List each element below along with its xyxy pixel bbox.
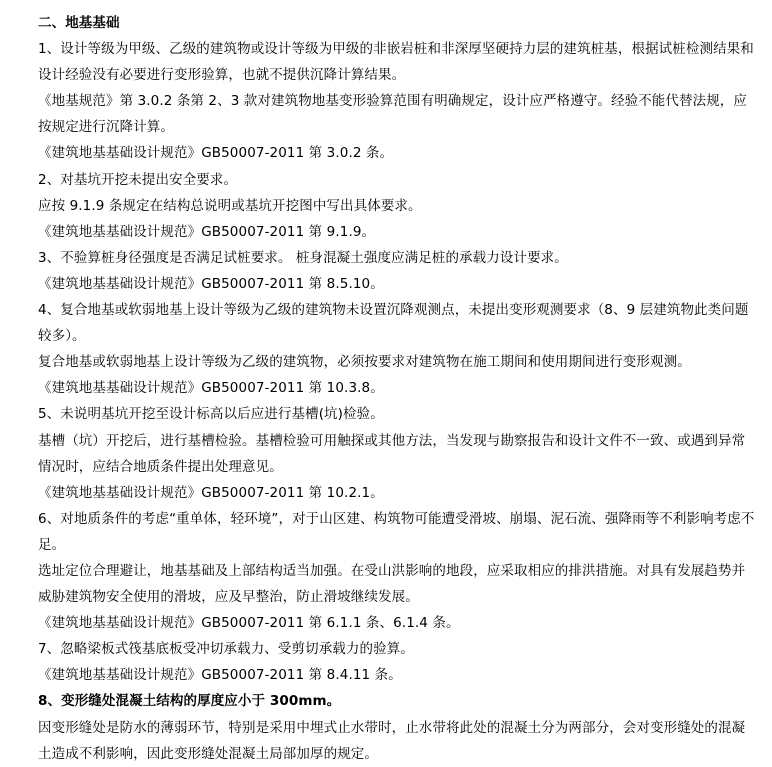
paragraph: 1、设计等级为甲级、乙级的建筑物或设计等级为甲级的非嵌岩桩和非深厚坚硬持力层的建筑桩基，根据试桩检测结果和设计经验没有必要进行变形验算，也就不提供沉降计算结果。: [38, 41, 754, 84]
paragraph: 4、复合地基或软弱地基上设计等级为乙级的建筑物未设置沉降观测点，未提出变形观测要求（8、9 层建筑物此类问题较多）。: [38, 302, 749, 345]
paragraph: 《地基规范》第 3.0.2 条第 2、3 款对建筑物地基变形验算范围有明确规定，设计应严格遵守。经验不能代替法规，应按规定进行沉降计算。: [38, 93, 747, 136]
paragraph: 《建筑地基基础设计规范》GB50007-2011 第 8.4.11 条。: [38, 667, 402, 684]
paragraph: 《建筑地基基础设计规范》GB50007-2011 第 10.2.1。: [38, 484, 384, 501]
paragraph: 选址定位合理避让，地基基础及上部结构适当加强。在受山洪影响的地段，应采取相应的排洪措施。对具有发展趋势并威胁建筑物安全使用的滑坡，应及早整治，防止滑坡继续发展。: [38, 562, 746, 606]
paragraph: 《建筑地基基础设计规范》GB50007-2011 第 6.1.1 条、6.1.4 条。: [38, 615, 460, 632]
paragraph: 6、对地质条件的考虑“重单体，轻环境”，对于山区建、构筑物可能遭受滑坡、崩塌、泥石流、强降雨等不利影响考虑不足。: [38, 510, 755, 553]
paragraph: 基槽（坑）开挖后，进行基槽检验。基槽检验可用触探或其他方法，当发现与勘察报告和设计文件不一致、或遇到异常情况时，应结合地质条件提出处理意见。: [38, 432, 746, 475]
paragraph: 因变形缝处是防水的薄弱环节，特别是采用中埋式止水带时，止水带将此处的混凝土分为两部分，会对变形缝处的混凝土造成不利影响，因此变形缝处混凝土局部加厚的规定。: [38, 719, 746, 762]
paragraph: 7、忽略梁板式筏基底板受冲切承载力、受剪切承载力的验算。: [38, 641, 414, 658]
paragraph-emphasis: 8、变形缝处混凝土结构的厚度应小于 300mm。: [38, 693, 341, 710]
section-heading: 二、地基基础: [38, 15, 120, 31]
paragraph: 《建筑地基基础设计规范》GB50007-2011 第 8.5.10。: [38, 275, 384, 292]
paragraph: 《建筑地基基础设计规范》GB50007-2011 第 10.3.8。: [38, 380, 384, 397]
paragraph: 5、未说明基坑开挖至设计标高以后应进行基槽(坑)检验。: [38, 406, 384, 423]
paragraph: 复合地基或软弱地基上设计等级为乙级的建筑物，必须按要求对建筑物在施工期间和使用期间进行变形观测。: [38, 354, 691, 371]
paragraph: 《建筑地基基础设计规范》GB50007-2011 第 3.0.2 条。: [38, 145, 394, 162]
paragraph: 3、不验算桩身径强度是否满足试桩要求。 桩身混凝土强度应满足桩的承载力设计要求。: [38, 249, 568, 266]
paragraph: 《建筑地基基础设计规范》GB50007-2011 第 9.1.9。: [38, 223, 376, 240]
paragraph: 2、对基坑开挖未提出安全要求。: [38, 171, 238, 188]
paragraph: 应按 9.1.9 条规定在结构总说明或基坑开挖图中写出具体要求。: [38, 197, 422, 214]
